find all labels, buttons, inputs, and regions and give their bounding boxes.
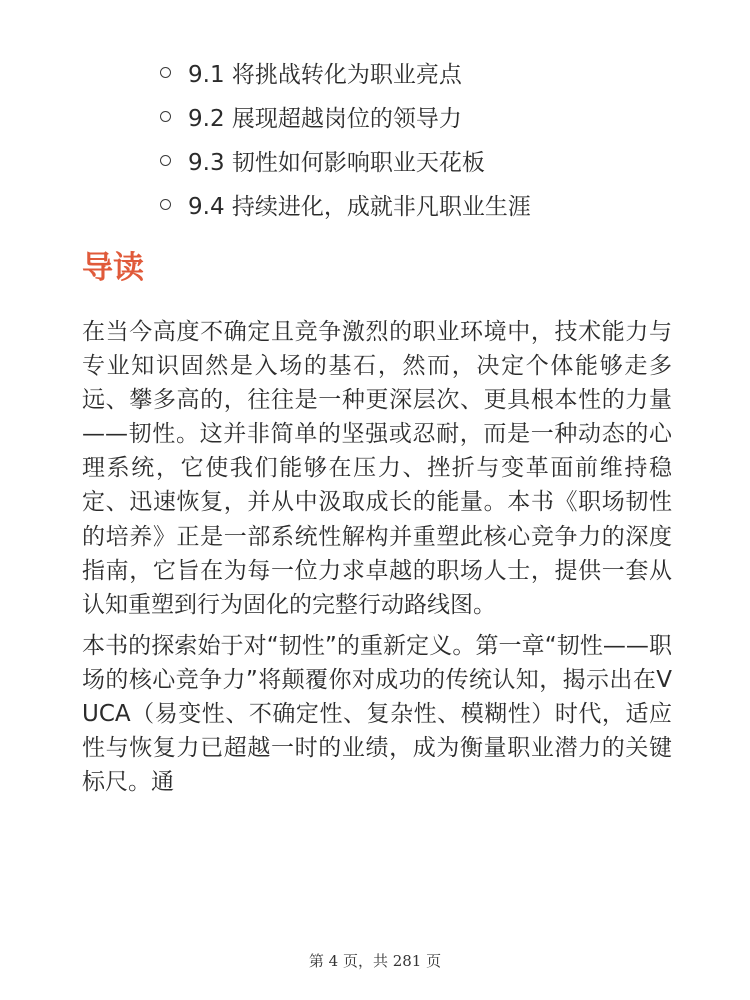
table-of-contents — [160, 50, 531, 226]
toc-item[interactable] — [160, 138, 531, 182]
toc-item[interactable] — [160, 94, 531, 138]
toc-item-label: 9.3 韧性如何影响职业天花板 — [188, 149, 485, 176]
circle-bullet-icon — [160, 67, 171, 78]
circle-bullet-icon — [160, 155, 171, 166]
toc-item-label: 9.4 持续进化，成就非凡职业生涯 — [188, 193, 531, 220]
body-text — [82, 315, 672, 806]
paragraph: 本书的探索始于对“韧性”的重新定义。第一章“韧性——职场的核心竞争力”将颠覆你对成功的传统认知，揭示出在VUCA（易变性、不确定性、复杂性、模糊性）时代，适应性与恢复力已超越一时的业绩，成为衡量职业潜力的关键标尺。通 — [82, 632, 672, 796]
toc-item-label: 9.2 展现超越岗位的领导力 — [188, 105, 462, 132]
toc-item-label: 9.1 将挑战转化为职业亮点 — [188, 61, 462, 88]
circle-bullet-icon — [160, 199, 171, 210]
toc-item[interactable] — [160, 182, 531, 226]
paragraph: 在当今高度不确定且竞争激烈的职业环境中，技术能力与专业知识固然是入场的基石，然而，决定个体能够走多远、攀多高的，往往是一种更深层次、更具根本性的力量——韧性。这并非简单的坚强或忍耐，而是一种动态的心理系统，它使我们能够在压力、挫折与变革面前维持稳定、迅速恢复，并从中汲取成长的能量。本书《职场韧性的培养》正是一部系统性解构并重塑此核心竞争力的深度指南，它旨在为每一位力求卓越的职场人士，提供一套从认知重塑到行为固化的完整行动路线图。 — [82, 319, 672, 618]
page-number-footer: 第 4 页，共 281 页 — [308, 952, 442, 970]
circle-bullet-icon — [160, 111, 171, 122]
section-heading: 导读 — [82, 250, 144, 286]
toc-item[interactable] — [160, 50, 531, 94]
